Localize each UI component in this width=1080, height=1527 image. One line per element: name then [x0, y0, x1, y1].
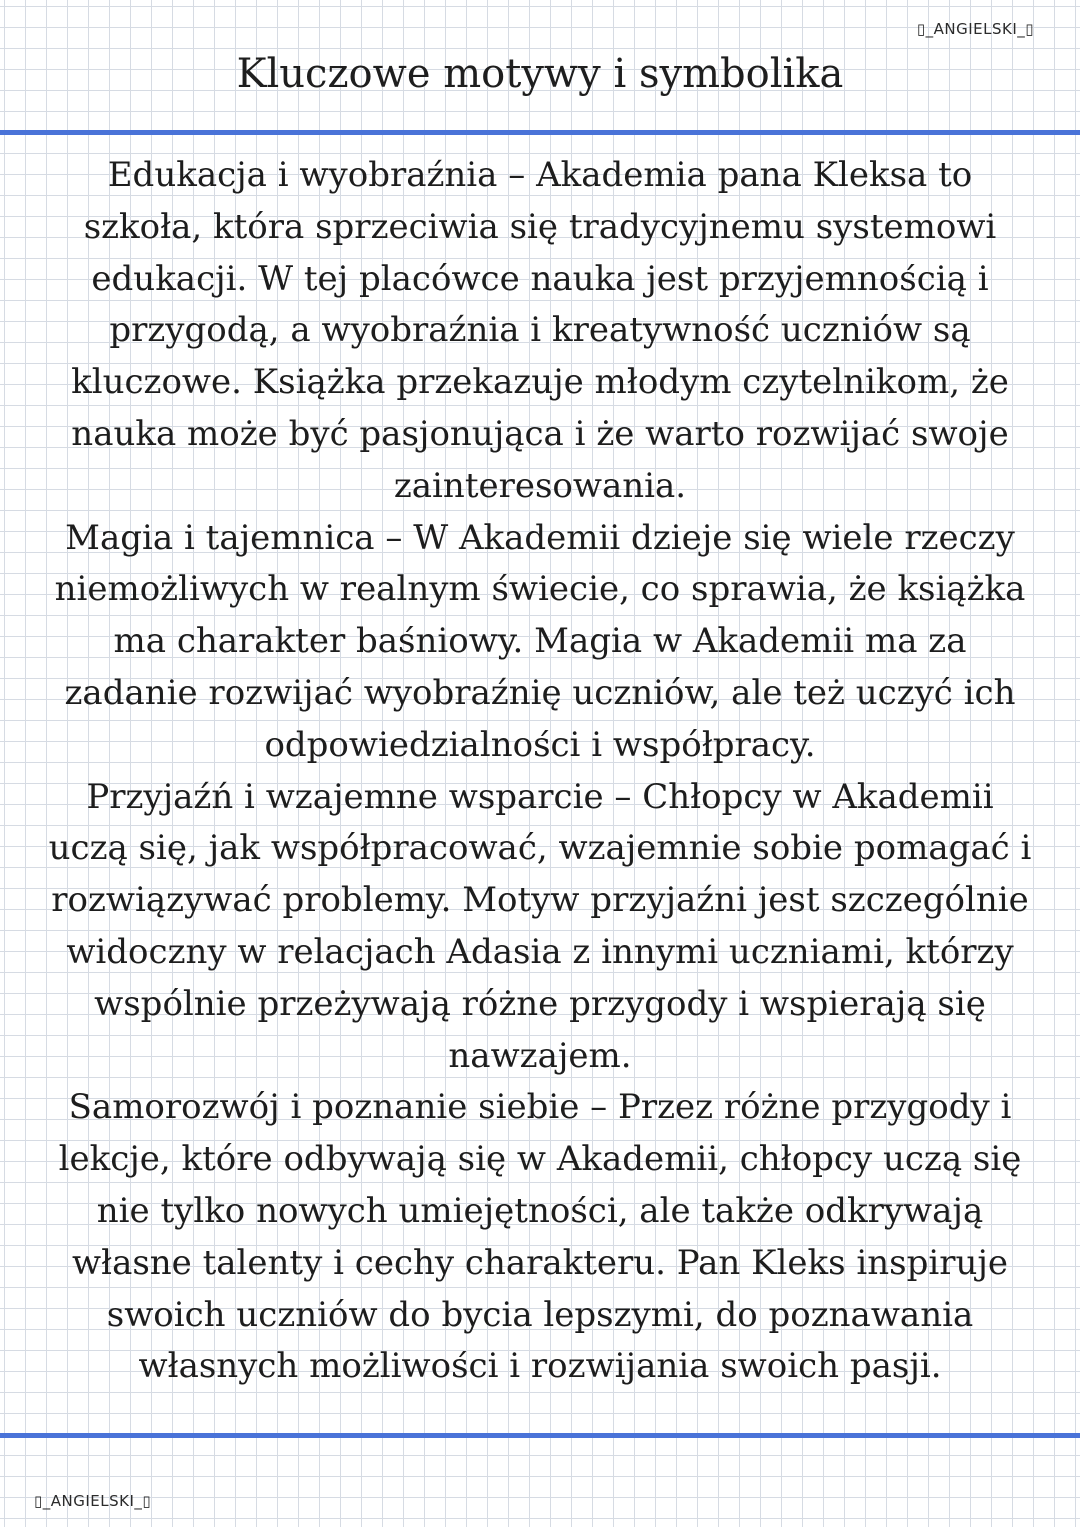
text-line: zainteresowania. [393, 465, 687, 506]
paragraph-self-development [8, 1082, 1072, 1393]
text-line: niemożliwych w realnym świecie, co sprawia, że książka [54, 569, 1026, 610]
text-line: własne talenty i cechy charakteru. Pan Kleks inspiruje [71, 1242, 1009, 1283]
text-line: Edukacja i wyobraźnia – Akademia pana Kleksa to [107, 155, 973, 195]
text-line: zadanie rozwijać wyobraźnię uczniów, ale też uczyć ich [64, 672, 1016, 713]
text-line: Magia i tajemnica – W Akademii dzieje się wiele rzeczy [65, 517, 1015, 558]
text-line: Samorozwój i poznanie siebie – Przez różne przygody i [68, 1087, 1012, 1128]
text-line: nauka może być pasjonująca i że warto rozwijać swoje [71, 413, 1009, 454]
text-line: lekcje, które odbywają się w Akademii, chłopcy uczą się [58, 1139, 1022, 1180]
text-line: widoczny w relacjach Adasia z innymi uczniami, którzy [66, 931, 1014, 972]
paragraph-magic-mystery [8, 513, 1072, 772]
text-line: szkoła, która sprzeciwia się tradycyjnemu systemowi [83, 206, 997, 247]
text-line: ma charakter baśniowy. Magia w Akademii ma za [113, 621, 967, 662]
text-line: swoich uczniów do bycia lepszymi, do poznawania [106, 1294, 974, 1335]
text-line: własnych możliwości i rozwijania swoich pasji. [138, 1346, 942, 1387]
notes-body [8, 150, 1072, 1393]
text-line: odpowiedzialności i współpracy. [264, 724, 816, 765]
text-line: edukacji. W tej placówce nauka jest przyjemnością i [91, 258, 989, 299]
text-line: przygodą, a wyobraźnia i kreatywność uczniów są [109, 310, 971, 351]
text-line: wspólnie przeżywają różne przygody i wspierają się [94, 983, 986, 1024]
text-line: nie tylko nowych umiejętności, ale także odkrywają [96, 1190, 984, 1231]
text-line: uczą się, jak współpracować, wzajemnie sobie pomagać i [48, 828, 1032, 869]
text-line: rozwiązywać problemy. Motyw przyjaźni jest szczególnie [51, 880, 1029, 921]
page-title: Kluczowe motywy i symbolika [236, 51, 844, 97]
paragraph-friendship-support [8, 772, 1072, 1083]
bottom-divider [0, 1433, 1080, 1438]
text-line: kluczowe. Książka przekazuje młodym czytelnikom, że [71, 362, 1009, 403]
watermark-top: ▯_ANGIELSKI_▯ [916, 20, 1034, 38]
watermark-bottom: ▯_ANGIELSKI_▯ [34, 1492, 152, 1510]
top-divider [0, 130, 1080, 135]
text-line: Przyjaźń i wzajemne wsparcie – Chłopcy w Akademii [86, 776, 994, 817]
paragraph-education-imagination [8, 150, 1072, 513]
text-line: nawzajem. [448, 1035, 632, 1076]
